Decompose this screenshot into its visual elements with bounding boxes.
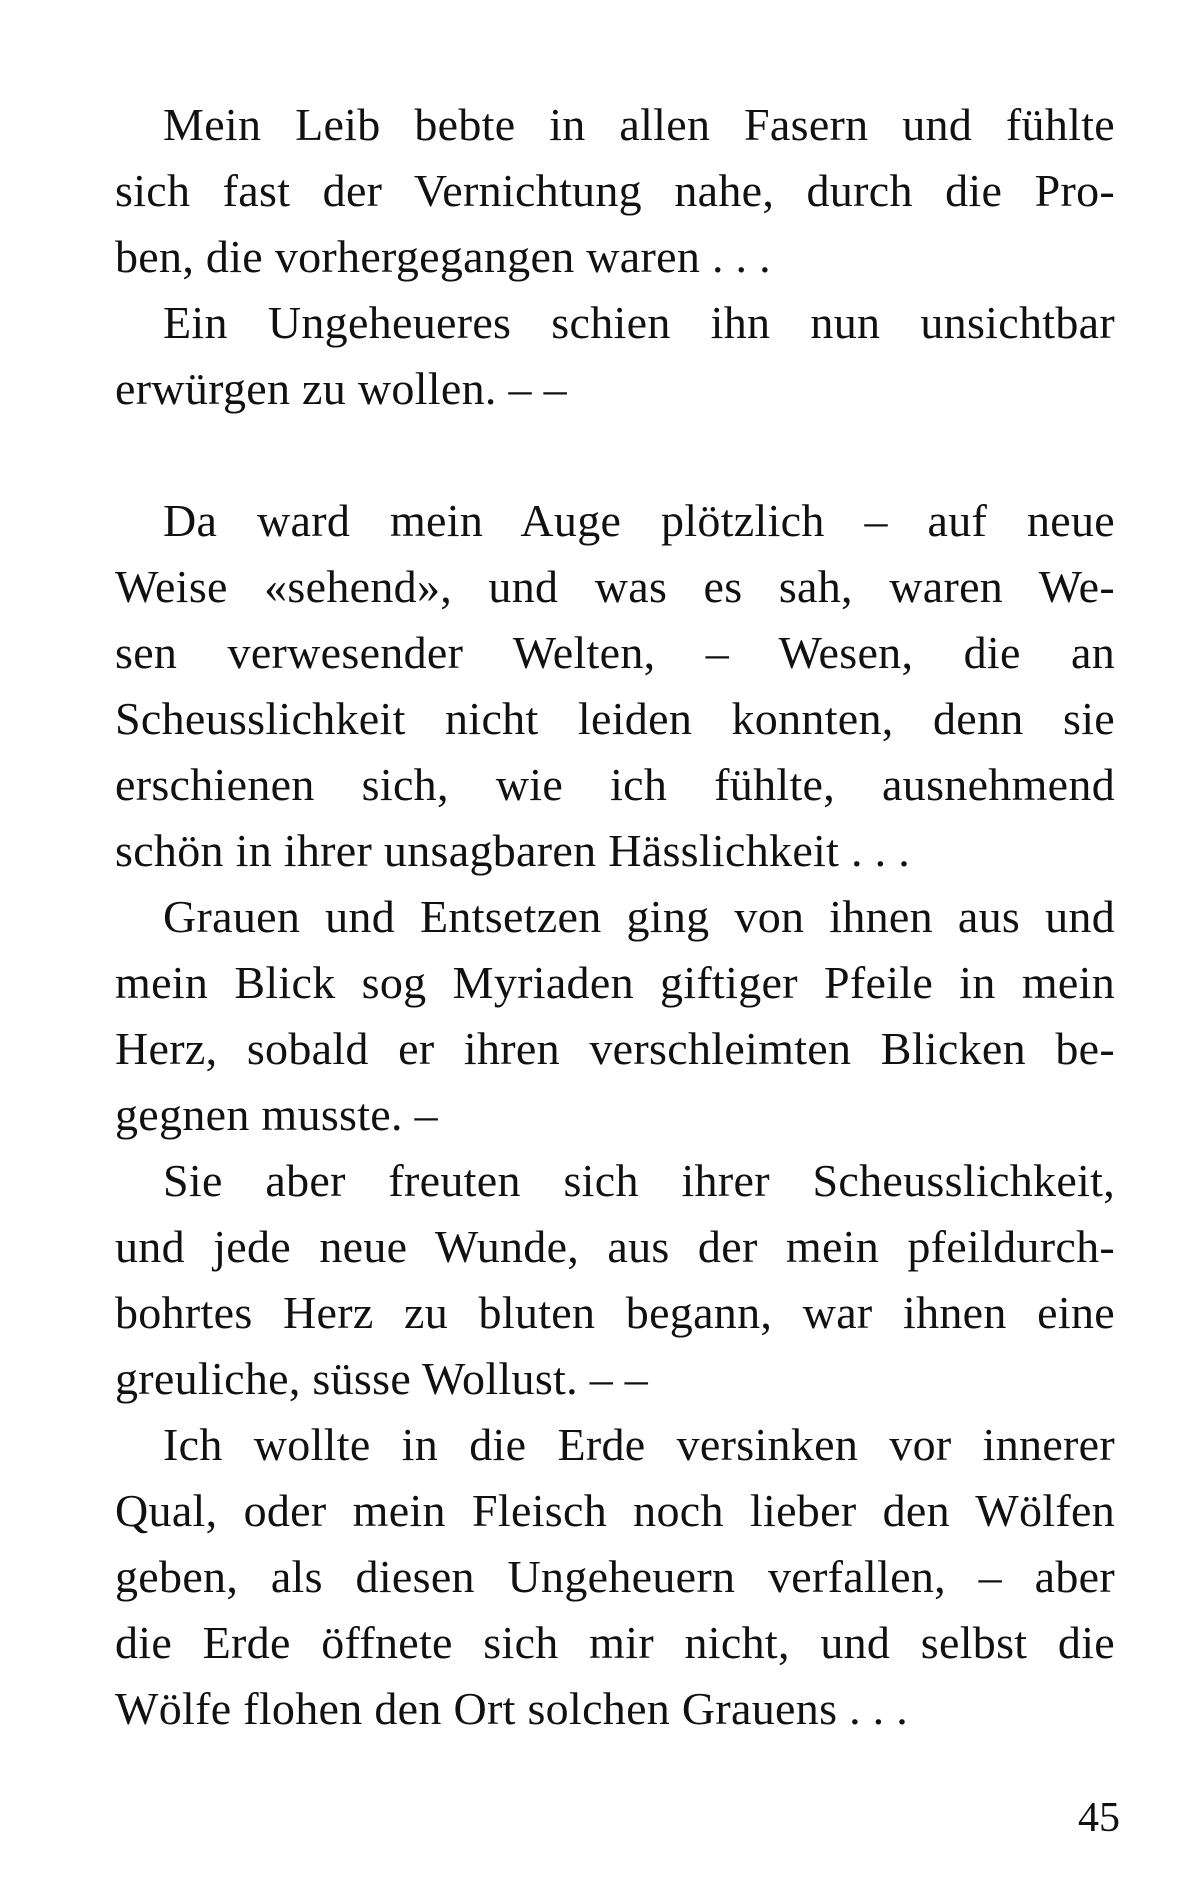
text-line: Da ward mein Auge plötzlich – auf neue [163, 495, 1115, 546]
text-line: Qual, oder mein Fleisch noch lieber den Wölfen [115, 1485, 1115, 1536]
text-line: sen verwesender Welten, – Wesen, die an [115, 627, 1115, 678]
text-line: Weise «sehend», und was es sah, waren We- [115, 561, 1115, 612]
text-line: Ich wollte in die Erde versinken vor innerer [163, 1419, 1115, 1470]
text-line: und jede neue Wunde, aus der mein pfeildurch- [115, 1221, 1115, 1272]
text-line: mein Blick sog Myriaden giftiger Pfeile in mein [115, 957, 1115, 1008]
text-line: schön in ihrer unsagbaren Hässlichkeit . . . [115, 825, 910, 876]
text-line: gegnen musste. – [115, 1089, 438, 1140]
text-line: geben, als diesen Ungeheuern verfallen, – aber [115, 1551, 1115, 1602]
text-line: Scheusslichkeit nicht leiden konnten, denn sie [115, 693, 1115, 744]
text-line: Mein Leib bebte in allen Fasern und fühlte [163, 99, 1115, 150]
page-number: 45 [1078, 1795, 1120, 1841]
text-line: ben, die vorhergegangen waren . . . [115, 231, 771, 282]
text-line: erwürgen zu wollen. – – [115, 363, 567, 414]
text-line: Herz, sobald er ihren verschleimten Blicken be- [115, 1023, 1115, 1074]
text-line: greuliche, süsse Wollust. – – [115, 1353, 649, 1404]
text-line: erschienen sich, wie ich fühlte, ausnehmend [115, 759, 1115, 810]
text-line: Grauen und Entsetzen ging von ihnen aus und [163, 891, 1115, 942]
text-line: Sie aber freuten sich ihrer Scheusslichkeit, [163, 1155, 1115, 1206]
text-line: bohrtes Herz zu bluten begann, war ihnen eine [115, 1287, 1115, 1338]
text-line: Ein Ungeheueres schien ihn nun unsichtbar [163, 297, 1115, 348]
text-line: sich fast der Vernichtung nahe, durch die Pro- [115, 165, 1115, 216]
text-line: Wölfe flohen den Ort solchen Grauens . . . [115, 1683, 909, 1734]
text-line: die Erde öffnete sich mir nicht, und selbst die [115, 1617, 1115, 1668]
